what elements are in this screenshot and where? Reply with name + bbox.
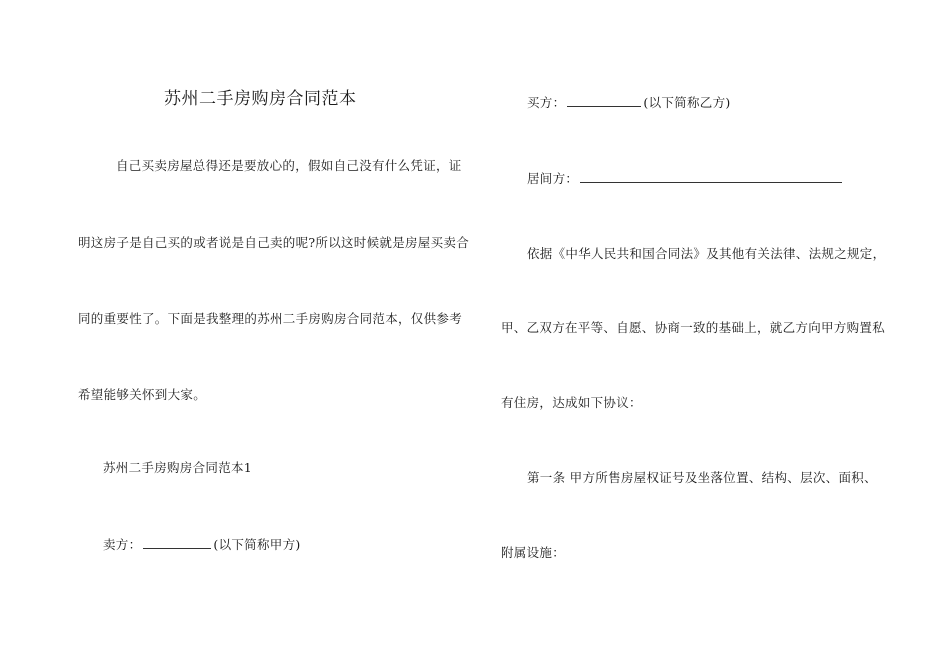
seller-blank xyxy=(143,536,211,549)
seller-label: 卖方： xyxy=(103,537,142,552)
seller-line xyxy=(103,536,301,553)
article-1-line-1: 第一条 甲方所售房屋权证号及坐落位置、结构、层次、面积、 xyxy=(527,470,877,485)
basis-line-1: 依据《中华人民共和国合同法》及其他有关法律、法规之规定， xyxy=(527,246,886,261)
intro-line-2: 明这房子是自己买的或者说是自己卖的呢?所以这时候就是房屋买卖合 xyxy=(78,235,470,250)
basis-line-3: 有住房，达成如下协议： xyxy=(501,395,642,410)
intro-line-1: 自己买卖房屋总得还是要放心的，假如自己没有什么凭证，证 xyxy=(116,158,462,173)
broker-blank xyxy=(580,170,842,183)
section-heading: 苏州二手房购房合同范本1 xyxy=(103,460,253,475)
broker-line xyxy=(527,170,844,187)
intro-line-3: 同的重要性了。下面是我整理的苏州二手房购房合同范本，仅供参考 xyxy=(78,311,463,326)
buyer-suffix: (以下简称乙方) xyxy=(643,95,731,110)
buyer-line xyxy=(527,94,731,111)
article-1-line-2: 附属设施： xyxy=(501,545,566,560)
buyer-blank xyxy=(567,94,641,107)
basis-line-2: 甲、乙双方在平等、自愿、协商一致的基础上，就乙方向甲方购置私 xyxy=(501,320,886,335)
broker-label: 居间方： xyxy=(527,171,579,186)
document-title: 苏州二手房购房合同范本 xyxy=(164,89,357,109)
buyer-label: 买方： xyxy=(527,95,566,110)
seller-suffix: (以下简称甲方) xyxy=(213,537,301,552)
intro-line-4: 希望能够关怀到大家。 xyxy=(78,387,207,402)
